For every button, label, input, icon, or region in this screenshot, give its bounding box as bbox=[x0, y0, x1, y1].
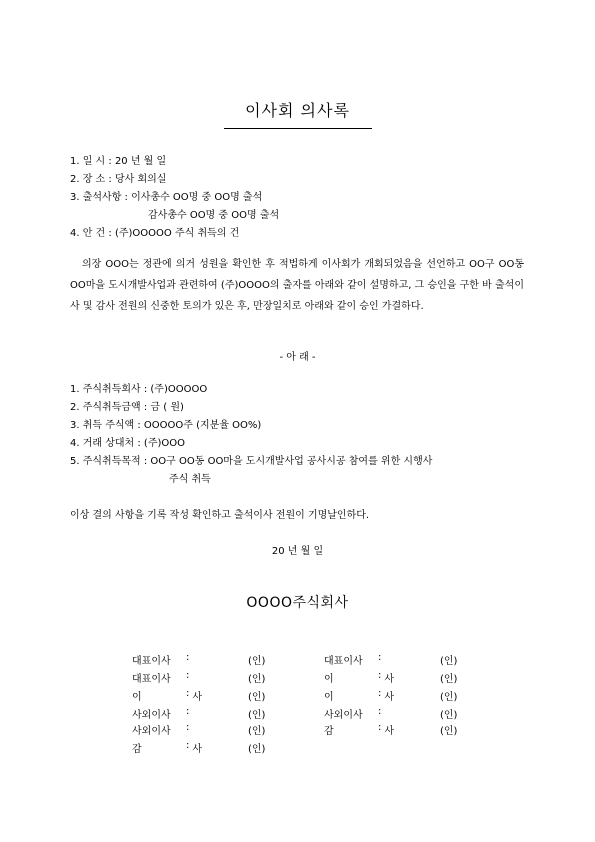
signature-colon: : bbox=[378, 706, 382, 717]
signature-seal: (인) bbox=[440, 710, 458, 721]
signature-role: 사외이사 bbox=[132, 726, 171, 737]
signature-seal: (인) bbox=[440, 656, 458, 667]
signature-colon: : bbox=[186, 706, 190, 717]
signature-role-char: 사 bbox=[192, 744, 202, 755]
signature-colon: : bbox=[186, 740, 190, 751]
signature-role-char: 이 bbox=[324, 674, 334, 685]
closing-statement: 이상 결의 사항을 기록 작성 확인하고 출석이사 전원이 기명날인하다. bbox=[70, 510, 370, 521]
signature-role bbox=[324, 670, 394, 685]
detail-item-purpose: 5. 주식취득목적 : OO구 OO동 OO마을 도시개발사업 공사시공 참여를 위한 시행사 bbox=[70, 456, 433, 467]
signature-role-char: 사 bbox=[384, 726, 394, 737]
below-heading: - 아 래 - bbox=[279, 352, 316, 363]
signature-seal: (인) bbox=[440, 726, 458, 737]
signature-colon: : bbox=[186, 670, 190, 681]
signature-colon: : bbox=[186, 652, 190, 663]
header-item-attendance-directors: 3. 출석사항 : 이사총수 OO명 중 OO명 출석 bbox=[70, 192, 263, 203]
signature-seal: (인) bbox=[248, 726, 266, 737]
header-item-place: 2. 장 소 : 당사 회의실 bbox=[70, 174, 167, 185]
signature-seal: (인) bbox=[248, 656, 266, 667]
signature-seal: (인) bbox=[440, 674, 458, 685]
signature-role-char: 감 bbox=[132, 744, 142, 755]
signature-colon: : bbox=[378, 652, 382, 663]
detail-item-company: 1. 주식취득회사 : (주)OOOOO bbox=[70, 384, 208, 395]
signature-colon: : bbox=[186, 722, 190, 733]
signature-seal: (인) bbox=[248, 744, 266, 755]
signature-role: 대표이사 bbox=[132, 656, 171, 667]
header-item-attendance-auditors: 감사총수 OO명 중 OO명 출석 bbox=[148, 210, 280, 221]
signature-colon: : bbox=[378, 722, 382, 733]
signature-role bbox=[324, 722, 394, 737]
signature-colon: : bbox=[378, 688, 382, 699]
signature-role-char: 이 bbox=[132, 692, 142, 703]
signature-role-char: 사 bbox=[384, 692, 394, 703]
signature-role: 사외이사 bbox=[324, 710, 363, 721]
signature-seal: (인) bbox=[440, 692, 458, 703]
detail-item-purpose-cont: 주식 취득 bbox=[169, 474, 211, 485]
signature-role bbox=[132, 740, 202, 755]
signature-seal: (인) bbox=[248, 674, 266, 685]
date-line: 20 년 월 일 bbox=[271, 546, 324, 557]
signature-seal: (인) bbox=[248, 692, 266, 703]
detail-item-counterparty: 4. 거래 상대처 : (주)OOO bbox=[70, 438, 186, 449]
document-title: 이사회 의사록 bbox=[245, 101, 350, 120]
title-underline bbox=[224, 128, 372, 129]
signature-role-char: 사 bbox=[384, 674, 394, 685]
signature-role: 대표이사 bbox=[324, 656, 363, 667]
signature-colon: : bbox=[186, 688, 190, 699]
signature-role: 대표이사 bbox=[132, 674, 171, 685]
signature-role-char: 이 bbox=[324, 692, 334, 703]
signature-role: 사외이사 bbox=[132, 710, 171, 721]
detail-item-amount: 2. 주식취득금액 : 금 ( 원) bbox=[70, 402, 184, 413]
body-paragraph: 의장 OOO는 정관에 의거 성원을 확인한 후 적법하게 이사회가 개회되었음을 선언하고 OO구 OO동 OO마을 도시개발사업과 관련하여 (주)OOOO의 출자를 아래와 같이 설명하고, 그 승인을 구한 바 출석이사 및 감사 전원의 신중한 토의가 있은 후, 만장일치로 아래와 같이 승인 가결하다. bbox=[70, 259, 524, 312]
signature-role bbox=[132, 688, 202, 703]
signature-role-char: 사 bbox=[192, 692, 202, 703]
signature-role-char: 감 bbox=[324, 726, 334, 737]
company-name: OOOO주식회사 bbox=[246, 595, 349, 611]
signature-role bbox=[324, 688, 394, 703]
header-item-datetime: 1. 일 시 : 20 년 월 일 bbox=[70, 156, 167, 167]
signature-seal: (인) bbox=[248, 710, 266, 721]
header-item-agenda: 4. 안 건 : (주)OOOOO 주식 취득의 건 bbox=[70, 228, 240, 239]
signature-colon: : bbox=[378, 670, 382, 681]
detail-item-shares: 3. 취득 주식액 : OOOOO주 (지분율 OO%) bbox=[70, 420, 262, 431]
